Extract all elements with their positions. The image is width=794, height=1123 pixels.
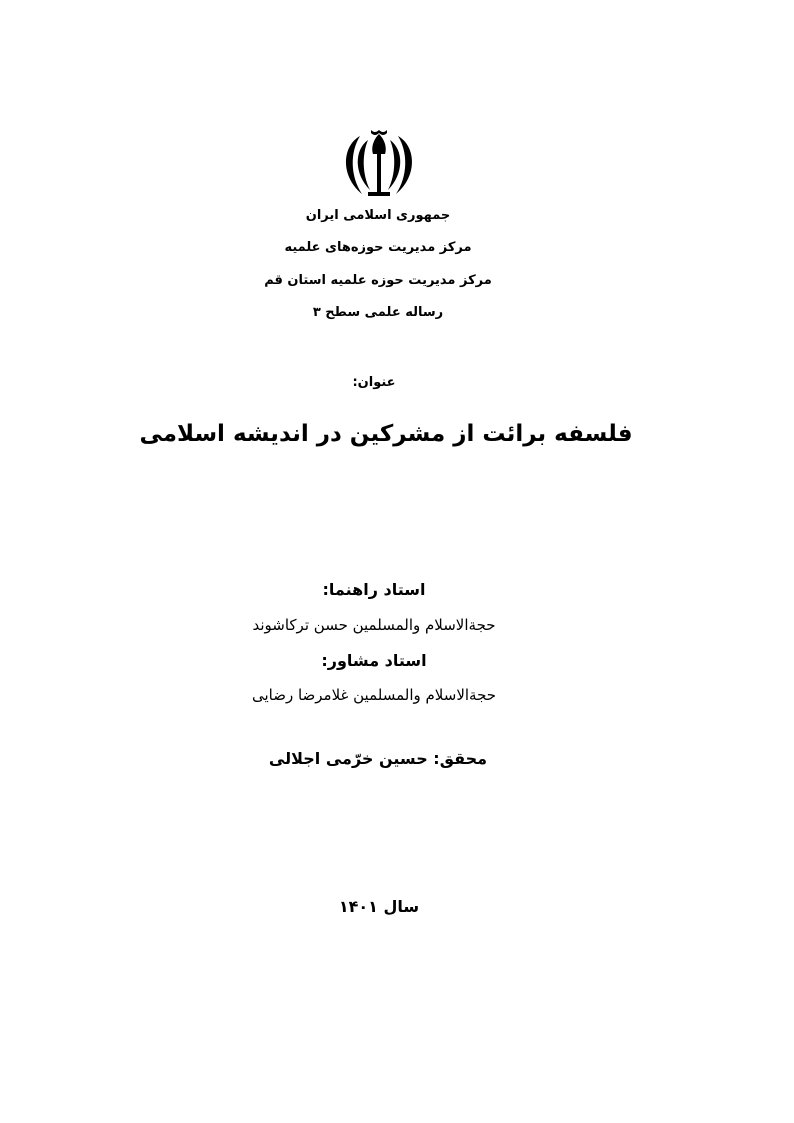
thesis-level: رساله علمی سطح ۳ bbox=[312, 305, 444, 320]
advisor-name: حجةالاسلام والمسلمین غلامرضا رضایی bbox=[251, 686, 497, 704]
thesis-title: فلسفه برائت از مشرکین در اندیشه اسلامی bbox=[139, 421, 633, 447]
country-name: جمهوری اسلامی ایران bbox=[305, 208, 451, 223]
seminary-center: مرکز مدیریت حوزه‌های علمیه bbox=[284, 240, 472, 255]
emblem-icon bbox=[338, 128, 420, 200]
advisor-label: استاد مشاور: bbox=[321, 651, 427, 670]
supervisor-label: استاد راهنما: bbox=[322, 580, 426, 599]
supervisor-name: حجةالاسلام والمسلمین حسن ترکاشوند bbox=[252, 616, 496, 634]
researcher-name: محقق: حسین خرّمی اجلالی bbox=[268, 749, 488, 768]
province-seminary-center: مرکز مدیریت حوزه علمیه استان قم bbox=[264, 273, 492, 288]
year: سال ۱۴۰۱ bbox=[338, 897, 420, 916]
title-label: عنوان: bbox=[352, 375, 396, 390]
